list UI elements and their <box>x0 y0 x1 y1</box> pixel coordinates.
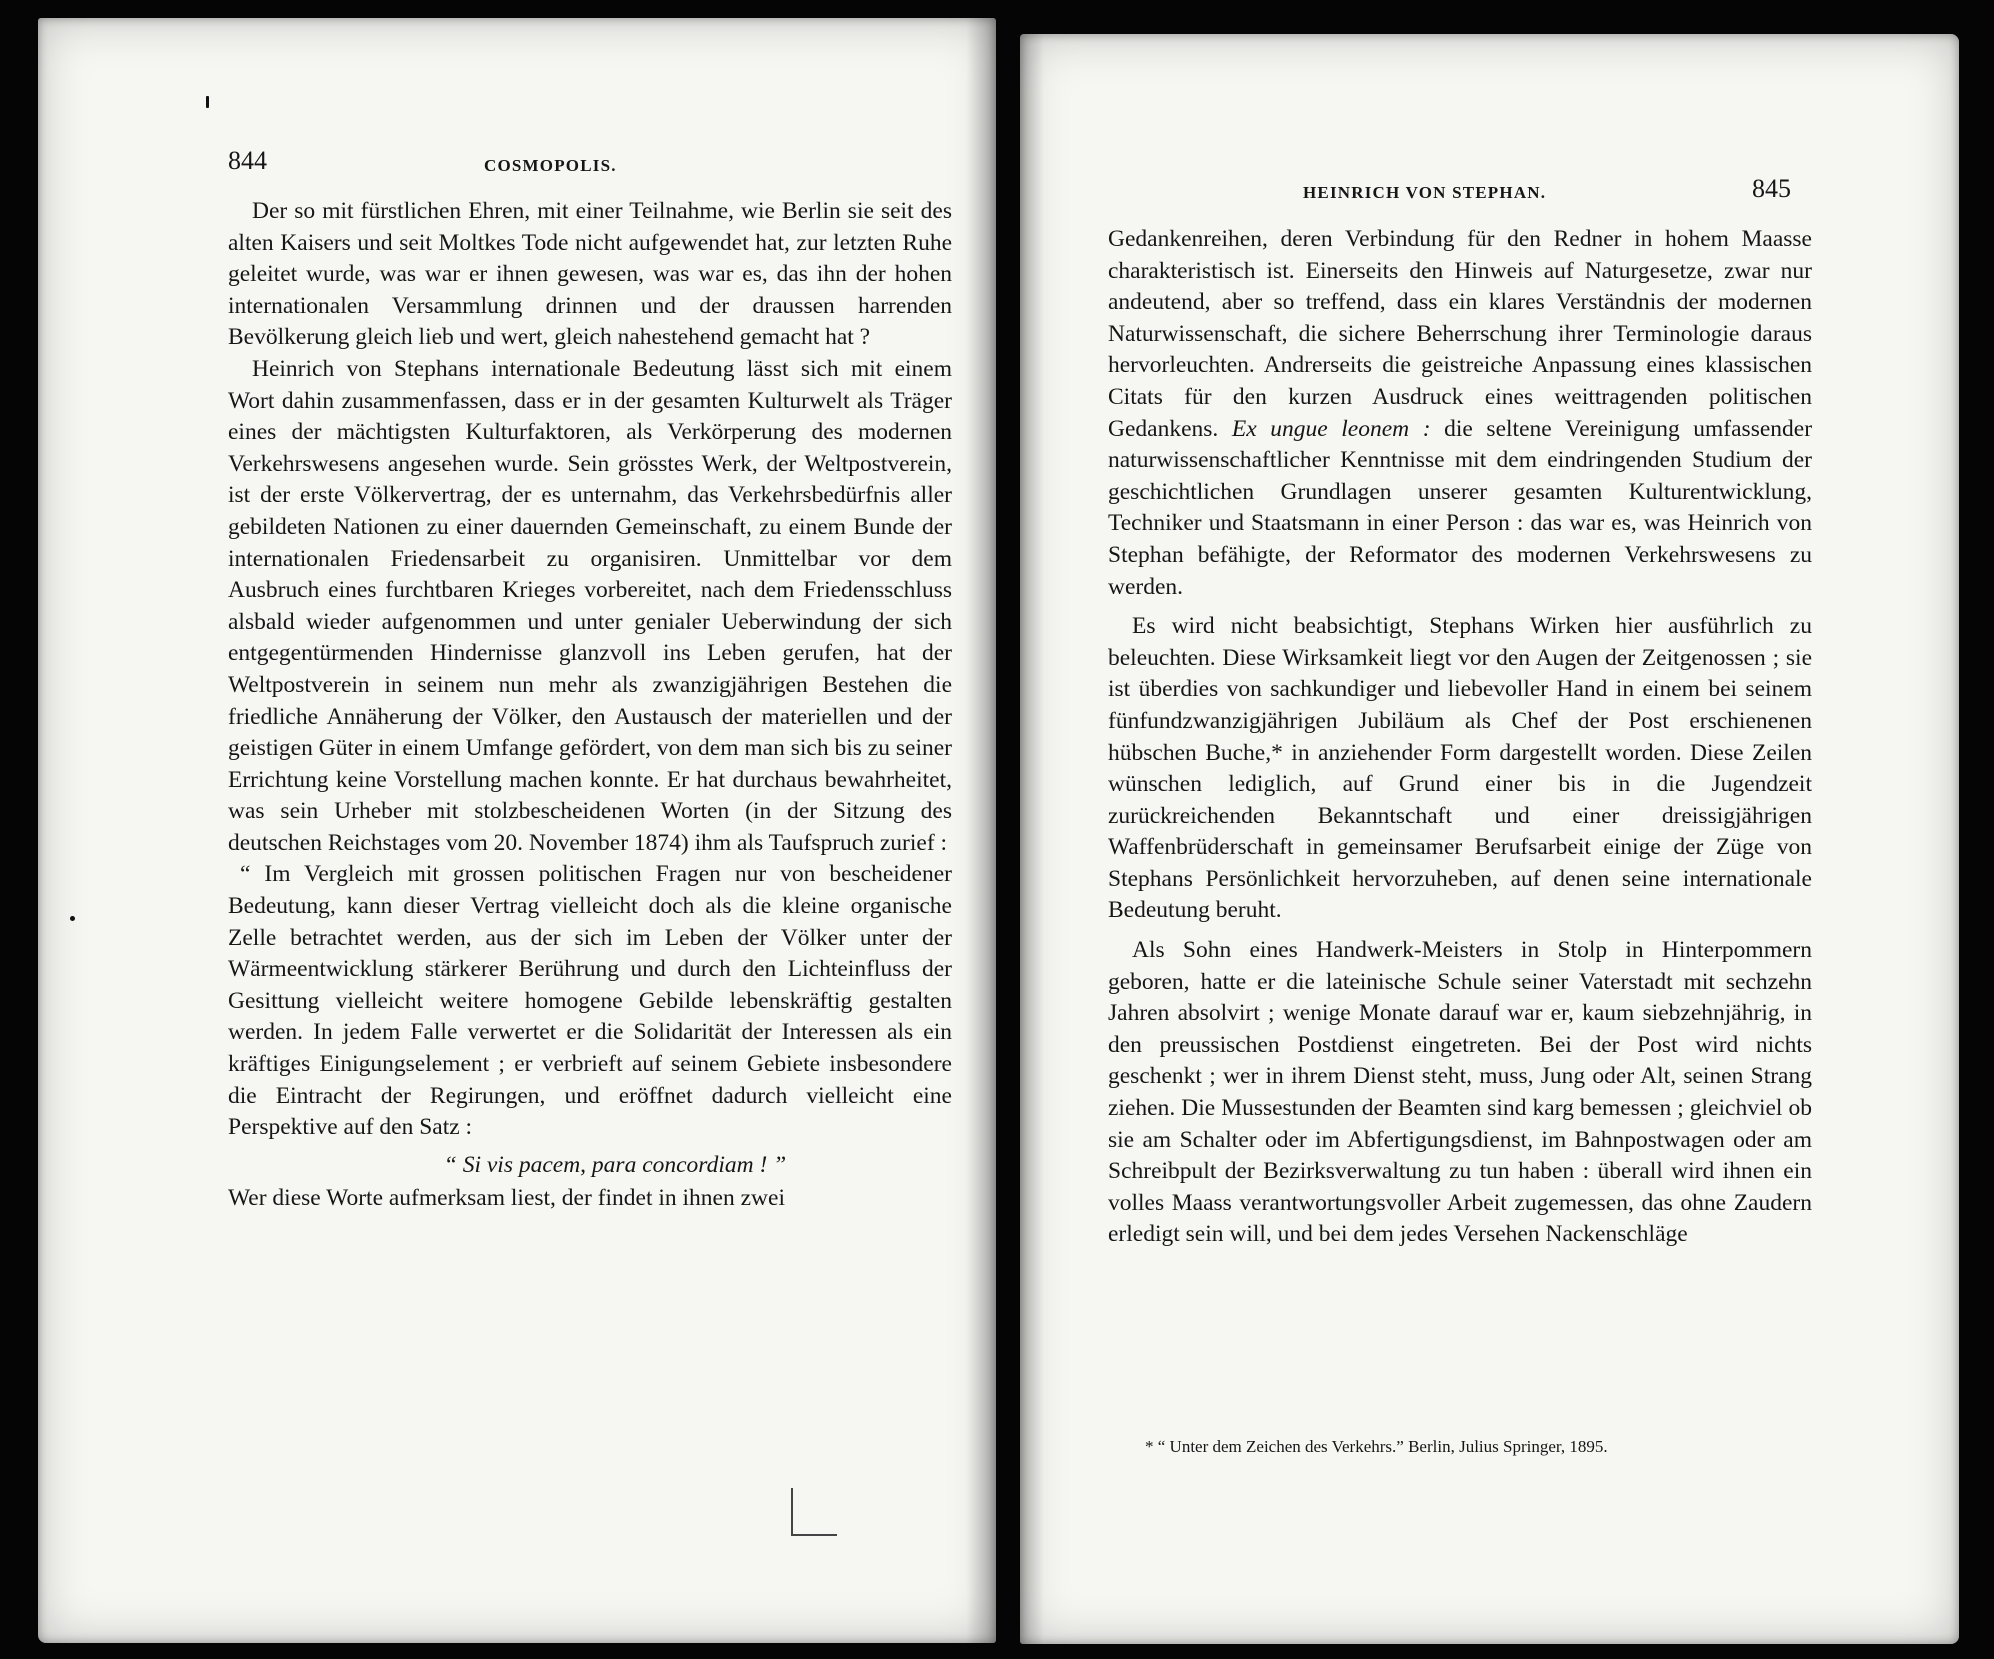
latin-motto: “ Si vis pacem, para concordiam ! ” <box>443 1151 787 1178</box>
body-text <box>228 196 952 1215</box>
quotation: “ Im Vergleich mit grossen politischen Fragen nur von bescheidener Bedeutung, kann dieser Vertrag vielleicht doch als die kleine organische Zelle betrachtet werden, aus der sich im Leben der Völker unter der Wärmeentwicklung stärkerer Berührung und durch den Lichteinfluss der Gesittung vielleicht weitere homogene Gebilde lebenskräftig gestalten werden. In jedem Falle verwertet er die Solidarität der Interessen als ein kräftiges Einigungselement ; er verbrieft auf seinem Gebiete insbesondere die Eintracht der Regirungen, und eröffnet dadurch vielleicht eine Perspektive auf den Satz : <box>228 861 952 1141</box>
body-text <box>1108 224 1812 1251</box>
page-number: 845 <box>1752 174 1791 203</box>
running-head: HEINRICH VON STEPHAN. <box>1303 183 1547 202</box>
paragraph-end: die seltene Vereinigung umfassender naturwissenschaftlicher Kenntnisse mit dem eindringenden Studium der geschichtlichen Grundlagen unserer gesamten Kulturentwicklung, Techniker und Staatsmann in einer Person : das war es, was Heinrich von Stephan befähigte, der Reformator des modernen Verkehrswesens zu werden. <box>1108 415 1813 600</box>
gutter-shadow <box>966 18 996 1643</box>
paragraph: Als Sohn eines Handwerk-Meisters in Stolp in Hinterpommern geboren, hatte er die lateinische Schule seiner Vaterstadt mit sechzehn Jahren absolvirt ; wenige Monate darauf war er, kaum siebzehnjährig, in den preussischen Postdienst eingetreten. Bei der Post wird nichts geschenkt ; wer in ihrem Dienst steht, muss, Jung oder Alt, seinen Strang ziehen. Die Mussestunden der Beamten sind karg bemessen ; gleichviel ob sie am Schalter oder im Abfertigungsdienst, im Bahnpostwagen oder am Schreibpult der Bezirksverwaltung zu tun haben : überall wird ihnen ein volles Maass verantwortungsvoller Arbeit zugemessen, das ohne Zaudern erledigt sein will, und bei dem jedes Versehen Nackenschläge <box>1108 937 1812 1248</box>
paragraph: Der so mit fürstlichen Ehren, mit einer Teilnahme, wie Berlin sie seit des alten Kaisers und seit Moltkes Tode nicht aufgewendet hat, zur letzten Ruhe geleitet wurde, was war er ihnen gewesen, was war es, das ihn der hohen internationalen Versammlung drinnen und der draussen harrenden Bevölkerung gleich lieb und wert, gleich nahestehend gemacht hat ? <box>228 198 952 351</box>
gutter-shadow <box>1020 34 1044 1644</box>
paragraph: Es wird nicht beabsichtigt, Stephans Wirken hier ausführlich zu beleuchten. Diese Wirksamkeit liegt vor den Augen der Zeitgenossen ; sie ist überdies von sachkundiger und liebevoller Hand in einem bei seinem fünfundzwanzigjährigen Jubiläum als Chef der Post erschienenen hübschen Buche,* in anziehender Form dargestellt worden. Diese Zeilen wünschen lediglich, auf Grund einer bis in die Jugendzeit zurückreichenden Bekanntschaft und einer dreissigjährigen Waffenbrüderschaft in gemeinsamer Berufsarbeit einige der Züge von Stephans Persönlichkeit hervorzuheben, auf denen seine internationale Bedeutung beruht. <box>1108 613 1812 924</box>
left-page <box>38 18 996 1643</box>
closing-line: Wer diese Worte aufmerksam liest, der findet in ihnen zwei <box>228 1185 785 1212</box>
scan-speck <box>70 916 75 921</box>
paragraph-start: Gedankenreihen, deren Verbindung für den Redner in hohem Maasse charakteristisch ist. Einerseits den Hinweis auf Naturgesetze, zwar nur andeutend, aber so treffend, dass ein klares Verständnis der modernen Naturwissenschaft, die sichere Beherrschung ihrer Terminologie daraus hervorleuchten. Andrerseits die geistreiche Anpassung eines klassischen Citats für den kurzen Ausdruck eines weittragenden politischen Gedankens. <box>1108 226 1812 442</box>
latin-phrase: Ex ungue leonem : <box>1231 415 1431 442</box>
paragraph <box>1108 224 1812 603</box>
paragraph: Heinrich von Stephans internationale Bedeutung lässt sich mit einem Wort dahin zusammenfassen, dass er in der gesamten Kulturwelt als Träger eines der mächtigsten Kulturfaktoren, als Verkörperung des modernen Verkehrswesens angesehen wurde. Sein grösstes Werk, der Weltpostverein, ist der erste Völkervertrag, der es unternahm, das Verkehrsbedürfnis aller gebildeten Nationen zu einer dauernden Gemeinschaft, zu einem Bunde der internationalen Friedensarbeit zu organisiren. Unmittelbar vor dem Ausbruch eines furchtbaren Krieges vorbereitet, nach dem Friedensschluss alsbald wieder aufgenommen und unter genialer Ueberwindung der sich entgegentürmenden Hindernisse glanzvoll ins Leben gerufen, hat der Weltpostverein in seinem nun mehr als zwanzigjährigen Bestehen die friedliche Annäherung der Völker, den Austausch der materiellen und der geistigen Güter in einem Umfange gefördert, von dem man sich bis zu seiner Errichtung keine Vorstellung machen konnte. Er hat durchaus bewahrheitet, was sein Urheber mit stolzbescheidenen Worten (in der Sitzung des deutschen Reichstages vom 20. November 1874) ihm als Taufspruch zurief : <box>228 355 952 856</box>
page-number: 844 <box>228 146 267 175</box>
margin-mark <box>791 1488 837 1536</box>
running-head: COSMOPOLIS. <box>484 156 617 175</box>
right-page <box>1020 34 1959 1644</box>
footnote: * “ Unter dem Zeichen des Verkehrs.” Berlin, Julius Springer, 1895. <box>1145 1437 1608 1456</box>
scan-speck <box>206 96 209 108</box>
